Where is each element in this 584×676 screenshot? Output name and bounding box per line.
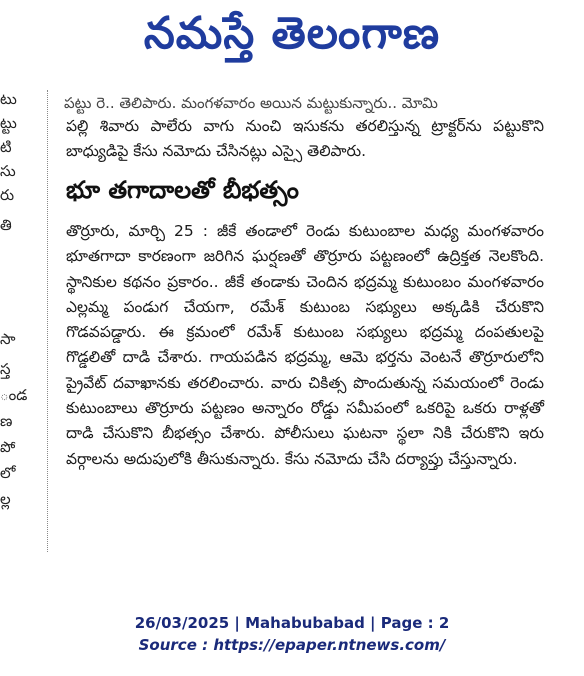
article-dateline: తొర్రూరు, మార్చి 25 : (66, 222, 208, 240)
article-headline: భూ తగాదాలతో బీభత్సం (66, 176, 299, 204)
footer-date-edition-page: 26/03/2025 | Mahabubabad | Page : 2 (134, 614, 450, 632)
article-body (66, 219, 544, 472)
column-divider (47, 90, 48, 552)
fragment: ట్టు (0, 114, 17, 132)
fragment: టు (0, 90, 17, 108)
fragment: ల్ల (0, 490, 11, 508)
fragment: రు (0, 186, 15, 204)
article-body-text: జీకే తండాలో రెండు కుటుంబాల మధ్య మంగళవారం భూతగాదా కారణంగా జరిగిన ఘర్షణతో తొర్రూరు పట్టణంలో ఉద్రిక్తత నెలకొంది. స్థానికుల కథనం ప్రకారం.. జీకే తండాకు చెందిన భద్రమ్మ కుటుంబం మంగళవారం ఎల్లమ్మ పండుగ చేయగా, రమేశ్ కుటుంబ సభ్యులు అక్కడికి చేరుకొని గొడవపడ్డారు. ఈ క్రమంలో రమేశ్ కుటుంబ సభ్యులు భద్రమ్మ దంపతులపై గొడ్డలితో దాడి చేశారు. గాయపడిన భద్రమ్మ, ఆమె భర్తను వెంటనే తొర్రూరులోని ప్రైవేట్ దవాఖానకు తరలించారు. వారు చికిత్స పొందుతున్న సమయంలో రెండు కుటుంబాలు తొర్రూరు పట్టణం అన్నారం రోడ్డు సమీపంలో ఒకరిపై ఒకరు రాళ్లతో దాడి చేసుకొని బీభత్సం చేశారు. పోలీసులు ఘటనా స్థలా నికి చేరుకొని ఇరు వర్గాలను అదుపులోకి తీసుకున్నారు. కేసు నమోదు చేసి దర్యాప్తు చేస్తున్నారు. (66, 222, 544, 468)
page-footer (0, 612, 584, 656)
fragment: ండ (0, 386, 28, 404)
cropped-text-line: పట్టు రె.. తెలిపారు. మంగళవారం అయిన మట్టుకున్నారు.. మోమి (64, 94, 438, 112)
fragment: ణ (0, 412, 13, 430)
fragment: తి (0, 216, 12, 234)
adjacent-column-fragments (0, 90, 28, 610)
fragment: లో (0, 464, 16, 482)
fragment: పో (0, 438, 16, 456)
footer-source-link[interactable]: Source : https://epaper.ntnews.com/ (138, 636, 446, 654)
fragment: స్త (0, 360, 11, 378)
masthead (0, 0, 584, 78)
previous-article-paragraph: పల్లి శివారు పాలేరు వాగు నుంచి ఇసుకను తరలిస్తున్న ట్రాక్టర్‌ను పట్టుకొని బాధ్యుడిపై కేసు నమోదు చేసినట్లు ఎస్సై తెలిపారు. (66, 117, 544, 160)
fragment: సు (0, 162, 16, 180)
fragment: టి (0, 138, 12, 156)
fragment: సా (0, 330, 16, 348)
newspaper-logo: నమస్తే తెలంగాణ (143, 8, 441, 59)
